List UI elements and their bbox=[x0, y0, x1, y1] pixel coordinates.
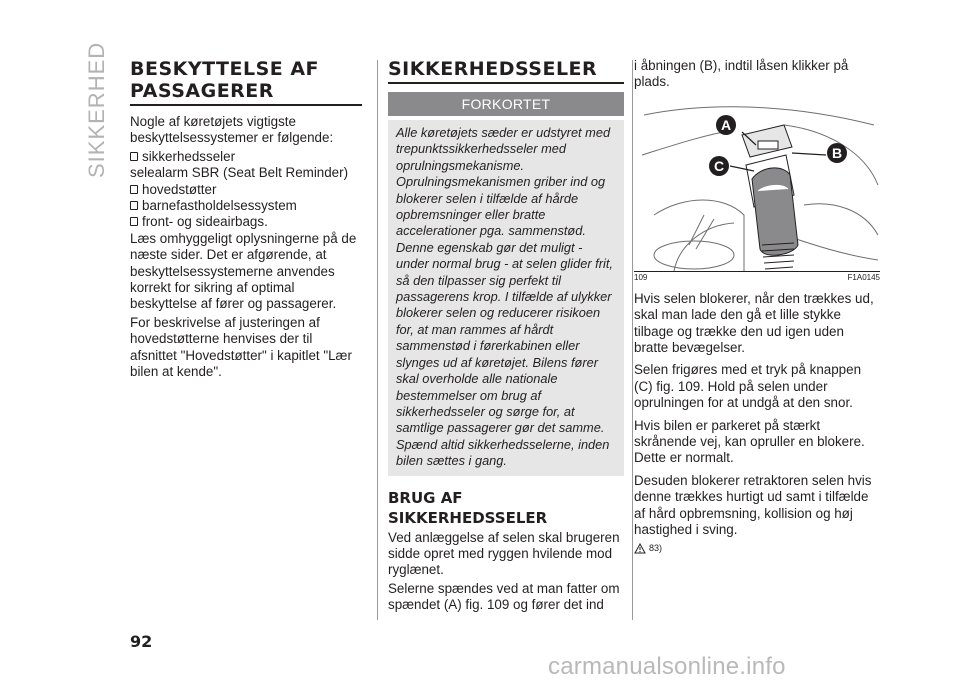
label-c: C bbox=[713, 157, 725, 174]
summary-box-text: Alle køretøjets sæder er udstyret med trepunktssikkerhedsseler med oprulningsmekanisme. Oprulningsmekanismen griber ind og blokerer selen i tilfælde af hårde opbremsninger eller bratte accelerationer pga. sammenstød. Denne egenskab gør det muligt - under normal brug - at selen glider frit, så den tilpasser sig perfekt til passagerens krop. I tilfælde af ulykker blokerer selen og reducerer risikoen for, at man rammes af hårdt sammenstød i førerkabinen eller slynges ud af køretøjet. Bilens fører skal overholde alle nationale bestemmelser om brug af sikkerhedsseler og sørge for, at samtlige passagerer gør det samme. Spænd altid sikkerhedsselerne, inden bilen sættes i gang. bbox=[388, 120, 624, 476]
square-bullet-icon bbox=[130, 152, 138, 161]
warning-triangle-icon bbox=[634, 543, 646, 554]
figure-number: 109 bbox=[634, 272, 648, 282]
list-item bbox=[130, 214, 362, 230]
column-divider-2 bbox=[632, 60, 633, 620]
figure-caption bbox=[634, 273, 880, 285]
seatbelt-buckle-illustration bbox=[634, 95, 880, 271]
label-b: B bbox=[831, 144, 843, 161]
figure-code: F1A0145 bbox=[847, 272, 880, 282]
summary-box-heading: FORKORTET bbox=[388, 92, 624, 116]
paragraph: Selen frigøres med et tryk på knappen (C) fig. 109. Hold på selen under oprulningen for at undgå at den snor. bbox=[634, 362, 862, 411]
intro-text: Nogle af køretøjets vigtigste beskyttelsessystemer er følgende: bbox=[130, 114, 334, 146]
subsection-title-line1: BRUG AF bbox=[388, 488, 463, 507]
list-item-subline: selealarm SBR (Seat Belt Reminder) bbox=[130, 165, 349, 181]
column-protection bbox=[130, 58, 362, 383]
column-seatbelts bbox=[388, 58, 624, 616]
list-item-label: sikkerhedsseler bbox=[142, 148, 236, 164]
column-divider-1 bbox=[377, 60, 378, 620]
paragraph: Desuden blokerer retraktoren selen hvis denne trækkes hurtigt ud samt i tilfælde af hård opbremsning, kollision og høj hastighed i sving. bbox=[634, 472, 872, 538]
paragraph: Selerne spændes ved at man fatter om spændet (A) fig. 109 og fører det ind bbox=[388, 580, 620, 613]
square-bullet-icon bbox=[130, 201, 138, 210]
list-item bbox=[130, 149, 362, 165]
section-title-seatbelts bbox=[388, 58, 624, 84]
warning-note-ref: 83) bbox=[649, 543, 663, 553]
list-item bbox=[130, 182, 362, 198]
paragraph: Hvis bilen er parkeret på stærkt skrånende vej, kan opruller en blokere. Dette er normalt. bbox=[634, 417, 865, 466]
list-item-label: front- og sideairbags. bbox=[142, 214, 268, 230]
section-title-line1: BESKYTTELSE AF bbox=[130, 58, 320, 80]
square-bullet-icon bbox=[130, 217, 138, 226]
paragraph: For beskrivelse af justeringen af hovedstøtterne henvises der til afsnittet "Hovedstøtter" i kapitlet "Lær bilen at kende". bbox=[130, 314, 352, 380]
figure-109 bbox=[634, 95, 880, 272]
subsection-title-line2: SIKKERHEDSSELER bbox=[388, 508, 548, 527]
paragraph: Læs omhyggeligt oplysningerne på de næste sider. Det er afgørende, at beskyttelsessystemerne anvendes korrekt for sikring af optimal beskyttelse af fører og passagerer. bbox=[130, 230, 357, 312]
section-title-line2: PASSAGERER bbox=[130, 80, 274, 102]
list-item-label: hovedstøtter bbox=[142, 181, 217, 197]
square-bullet-icon bbox=[130, 185, 138, 194]
watermark: carmanualsonline.info bbox=[548, 653, 786, 680]
chapter-side-tab bbox=[84, 41, 109, 178]
list-item bbox=[130, 198, 362, 214]
page-number: 92 bbox=[130, 632, 153, 651]
section-title: SIKKERHEDSSELER bbox=[388, 58, 598, 80]
paragraph: Ved anlæggelse af selen skal brugeren sidde opret med ryggen hvilende mod ryglænet. bbox=[388, 529, 620, 578]
section-title-protection bbox=[130, 58, 362, 106]
label-a: A bbox=[720, 116, 732, 133]
warning-note bbox=[634, 543, 880, 554]
list-item-label: barnefastholdelsessystem bbox=[142, 198, 297, 214]
chapter-side-tab-label: SIKKERHED bbox=[84, 41, 109, 178]
column-seatbelts-cont bbox=[634, 58, 880, 554]
paragraph: Hvis selen blokerer, når den trækkes ud, skal man lade den gå et lille stykke tilbage og trække den ud igen uden bratte bevægelser. bbox=[634, 290, 874, 356]
paragraph: i åbningen (B), indtil låsen klikker på plads. bbox=[634, 58, 849, 90]
